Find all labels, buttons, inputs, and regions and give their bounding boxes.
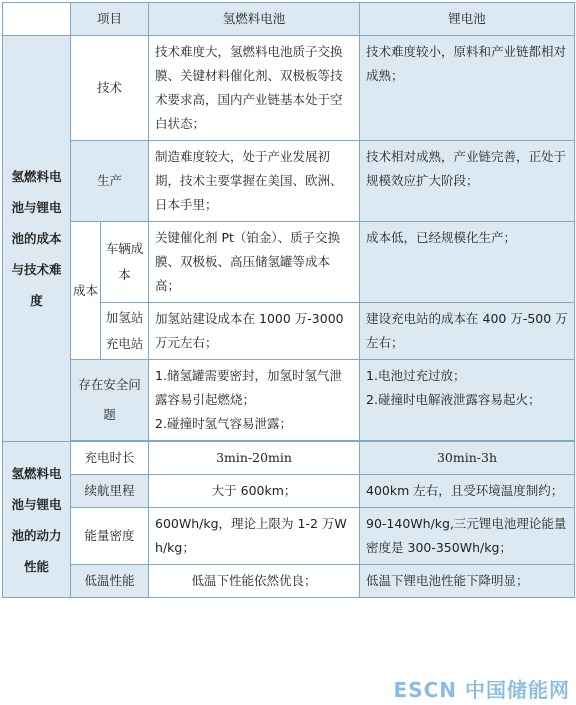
low-temp-lithium: 低温下锂电池性能下降明显； [360, 565, 575, 598]
energy-density-lithium: 90-140Wh/kg,三元锂电池理论能量密度是 300-350Wh/kg； [360, 508, 575, 565]
row-range [3, 475, 575, 508]
safety-lithium-1: 1.电池过充过放； [366, 368, 466, 383]
safety-hydrogen-1: 1.储氢罐需要密封，加氢时氢气泄露容易引起燃烧； [155, 368, 342, 407]
header-lithium: 锂电池 [360, 3, 575, 36]
comparison-table [2, 2, 575, 598]
range-hydrogen: 大于 600km； [149, 475, 360, 508]
safety-hydrogen-2: 2.碰撞时氢气容易泄露； [155, 416, 292, 431]
row-tech [3, 36, 575, 141]
label-charge-time: 充电时长 [71, 442, 149, 475]
row-charge-time [3, 442, 575, 475]
header-blank [3, 3, 71, 36]
energy-density-hydrogen: 600Wh/kg，理论上限为 1-2 万Wh/kg； [149, 508, 360, 565]
charge-time-lithium: 30min-3h [360, 442, 575, 475]
header-item: 项目 [71, 3, 149, 36]
row-production [3, 141, 575, 222]
label-energy-density: 能量密度 [71, 508, 149, 565]
safety-lithium-2: 2.碰撞时电解液泄露容易起火； [366, 392, 541, 407]
safety-lithium [360, 360, 575, 441]
vehicle-cost-lithium: 成本低，已经规模化生产； [360, 222, 575, 303]
tech-lithium: 技术难度较小，原料和产业链都相对成熟； [360, 36, 575, 141]
row-safety [3, 360, 575, 441]
header-hydrogen: 氢燃料电池 [149, 3, 360, 36]
label-vehicle-cost: 车辆成本 [101, 222, 149, 303]
production-lithium: 技术相对成熟，产业链完善，正处于规模效应扩大阶段； [360, 141, 575, 222]
row-vehicle-cost [3, 222, 575, 303]
header-row [3, 3, 575, 36]
watermark-logo: ESCN 中国储能网 [393, 678, 570, 702]
label-production: 生产 [71, 141, 149, 222]
tech-hydrogen: 技术难度大，氢燃料电池质子交换膜、关键材料催化剂、双极板等技术要求高，国内产业链基本处于空白状态； [149, 36, 360, 141]
label-station-cost: 加氢站充电站 [101, 303, 149, 360]
safety-hydrogen [149, 360, 360, 441]
vehicle-cost-hydrogen: 关键催化剂 Pt（铂金）、质子交换膜、双极板、高压储氢罐等成本高； [149, 222, 360, 303]
label-low-temp: 低温性能 [71, 565, 149, 598]
category-cost-tech: 氢燃料电池与锂电池的成本与技术难度 [3, 36, 71, 442]
station-cost-lithium: 建设充电站的成本在 400 万-500 万左右； [360, 303, 575, 360]
station-cost-hydrogen: 加氢站建设成本在 1000 万-3000 万元左右； [149, 303, 360, 360]
range-lithium: 400km 左右，且受环境温度制约； [360, 475, 575, 508]
low-temp-hydrogen: 低温下性能依然优良； [149, 565, 360, 598]
production-hydrogen: 制造难度较大，处于产业发展初期，技术主要掌握在美国、欧洲、日本手里； [149, 141, 360, 222]
label-range: 续航里程 [71, 475, 149, 508]
charge-time-hydrogen: 3min-20min [149, 442, 360, 475]
label-cost: 成本 [71, 222, 101, 360]
row-energy-density [3, 508, 575, 565]
label-tech: 技术 [71, 36, 149, 141]
row-low-temp [3, 565, 575, 598]
category-power: 氢燃料电池与锂电池的动力性能 [3, 442, 71, 598]
label-safety: 存在安全问题 [71, 360, 149, 441]
